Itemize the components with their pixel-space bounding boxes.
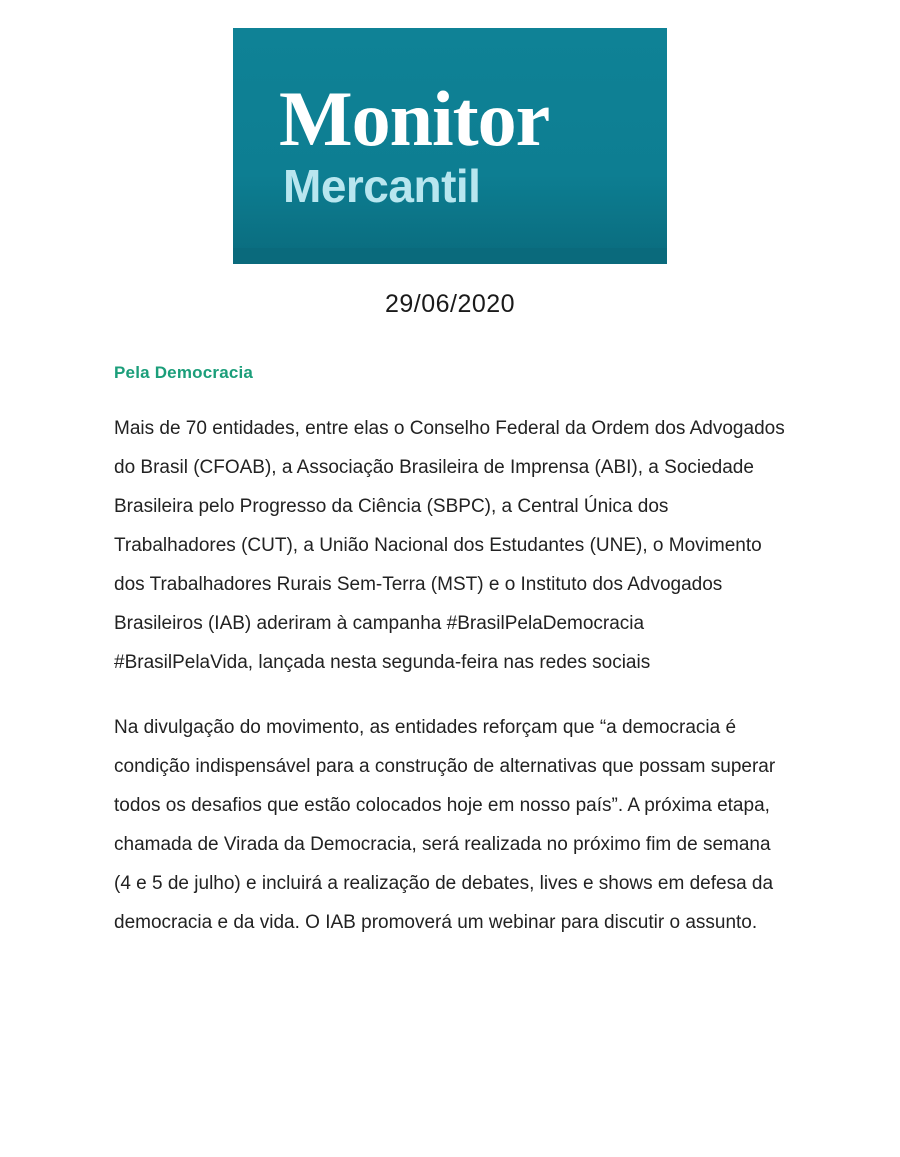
- article-body: [114, 363, 786, 942]
- masthead-container: [0, 0, 900, 264]
- publication-logo: [233, 28, 667, 264]
- publication-date: 29/06/2020: [384, 290, 516, 318]
- publication-subname: Mercantil: [283, 159, 481, 212]
- article-heading: Pela Democracia: [114, 363, 254, 382]
- article-paragraph: Na divulgação do movimento, as entidades reforçam que “a democracia é condição indispensável para a construção de alternativas que possam superar todos os desafios que estão colocados hoje em nosso país”. A próxima etapa, chamada de Virada da Democracia, será realizada no próximo fim de semana (4 e 5 de julho) e incluirá a realização de debates, lives e shows em defesa da democracia e da vida. O IAB promoverá um webinar para discutir o assunto.: [114, 717, 776, 933]
- article-paragraph: Mais de 70 entidades, entre elas o Conselho Federal da Ordem dos Advogados do Brasil (CFOAB), a Associação Brasileira de Imprensa (ABI), a Sociedade Brasileira pelo Progresso da Ciência (SBPC), a Central Única dos Trabalhadores (CUT), a União Nacional dos Estudantes (UNE), o Movimento dos Trabalhadores Rurais Sem-Terra (MST) e o Instituto dos Advogados Brasileiros (IAB) aderiram à campanha #BrasilPelaDemocracia #BrasilPelaVida, lançada nesta segunda-feira nas redes sociais: [114, 418, 785, 673]
- publication-name: Monitor: [279, 74, 550, 162]
